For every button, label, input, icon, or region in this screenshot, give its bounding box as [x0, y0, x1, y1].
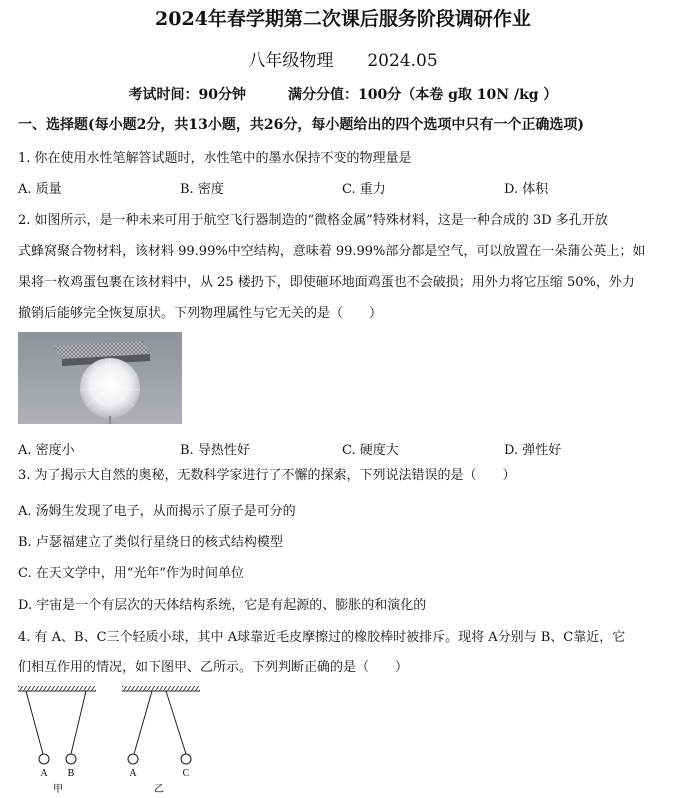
page-title: 2024年春学期第二次课后服务阶段调研作业	[155, 8, 531, 30]
figure-jia	[18, 686, 96, 794]
q3-option-d: D. 宇宙是一个有层次的天体结构系统，它是有起源的、膨胀的和演化的	[18, 598, 427, 613]
caption-yi: 乙	[154, 784, 164, 794]
question-4-line-1: 4. 有 A、B、C三个轻质小球，其中 A球靠近毛皮摩擦过的橡胶棒时被排斥。现将 A分别与 B、C靠近，它	[18, 630, 626, 645]
ball-a-yi	[128, 754, 138, 764]
label-a-jia: A	[40, 768, 48, 779]
q1-option-c: C. 重力	[342, 182, 386, 197]
pith-ball-diagram	[16, 684, 216, 794]
page-subtitle: 八年级物理 2024.05	[248, 51, 438, 71]
caption-jia: 甲	[53, 784, 63, 794]
question-4-line-2: 们相互作用的情况，如下图甲、乙所示。下列判断正确的是（ ）	[18, 660, 409, 675]
section-heading: 一、选择题(每小题2分，共13小题，共26分，每小题给出的四个选项中只有一个正确选项)	[18, 117, 584, 133]
q3-option-c: C. 在天文学中，用“光年”作为时间单位	[18, 566, 245, 581]
question-2-line-1: 2. 如图所示，是一种未来可用于航空飞行器制造的“微格金属”特殊材料，这是一种合成的 3D 多孔开放	[18, 213, 608, 228]
q1-option-b: B. 密度	[180, 182, 224, 197]
question-2-line-3: 果将一枚鸡蛋包裹在该材料中，从 25 楼扔下，即使砸环地面鸡蛋也不会破损；用外力将它压缩 50%，外力	[18, 275, 635, 290]
micro-lattice-dandelion-photo	[18, 332, 182, 424]
q1-option-d: D. 体积	[504, 182, 549, 197]
q2-option-a: A. 密度小	[18, 443, 75, 458]
q1-option-a: A. 质量	[18, 182, 62, 197]
question-2-line-4: 撤销后能够完全恢复原状。下列物理属性与它无关的是（ ）	[18, 306, 383, 321]
question-1-stem: 1. 你在使用水性笔解答试题时，水性笔中的墨水保持不变的物理量是	[18, 151, 412, 166]
question-2-line-2: 式蜂窝聚合物材料，该材料 99.99%中空结构，意味着 99.99%部分都是空气，可以放置在一朵蒲公英上；如	[18, 244, 646, 259]
ball-b	[66, 754, 76, 764]
ball-c	[181, 754, 191, 764]
q2-option-b: B. 导热性好	[180, 443, 250, 458]
q2-option-d: D. 弹性好	[504, 443, 562, 458]
label-a-yi: A	[129, 768, 137, 779]
label-b: B	[67, 768, 75, 779]
label-c: C	[182, 768, 190, 779]
q3-option-a: A. 汤姆生发现了电子，从而揭示了原子是可分的	[18, 504, 296, 519]
figure-yi	[122, 686, 200, 794]
ball-a-jia	[39, 754, 49, 764]
q3-option-b: B. 卢瑟福建立了类似行星绕日的核式结构模型	[18, 535, 283, 550]
exam-info: 考试时间：90分钟 满分分值：100分（本卷 g取 10N /kg ）	[128, 87, 558, 103]
q2-option-c: C. 硬度大	[342, 443, 399, 458]
question-3-stem: 3. 为了揭示大自然的奥秘，无数科学家进行了不懈的探索，下列说法错误的是（ ）	[18, 468, 516, 483]
